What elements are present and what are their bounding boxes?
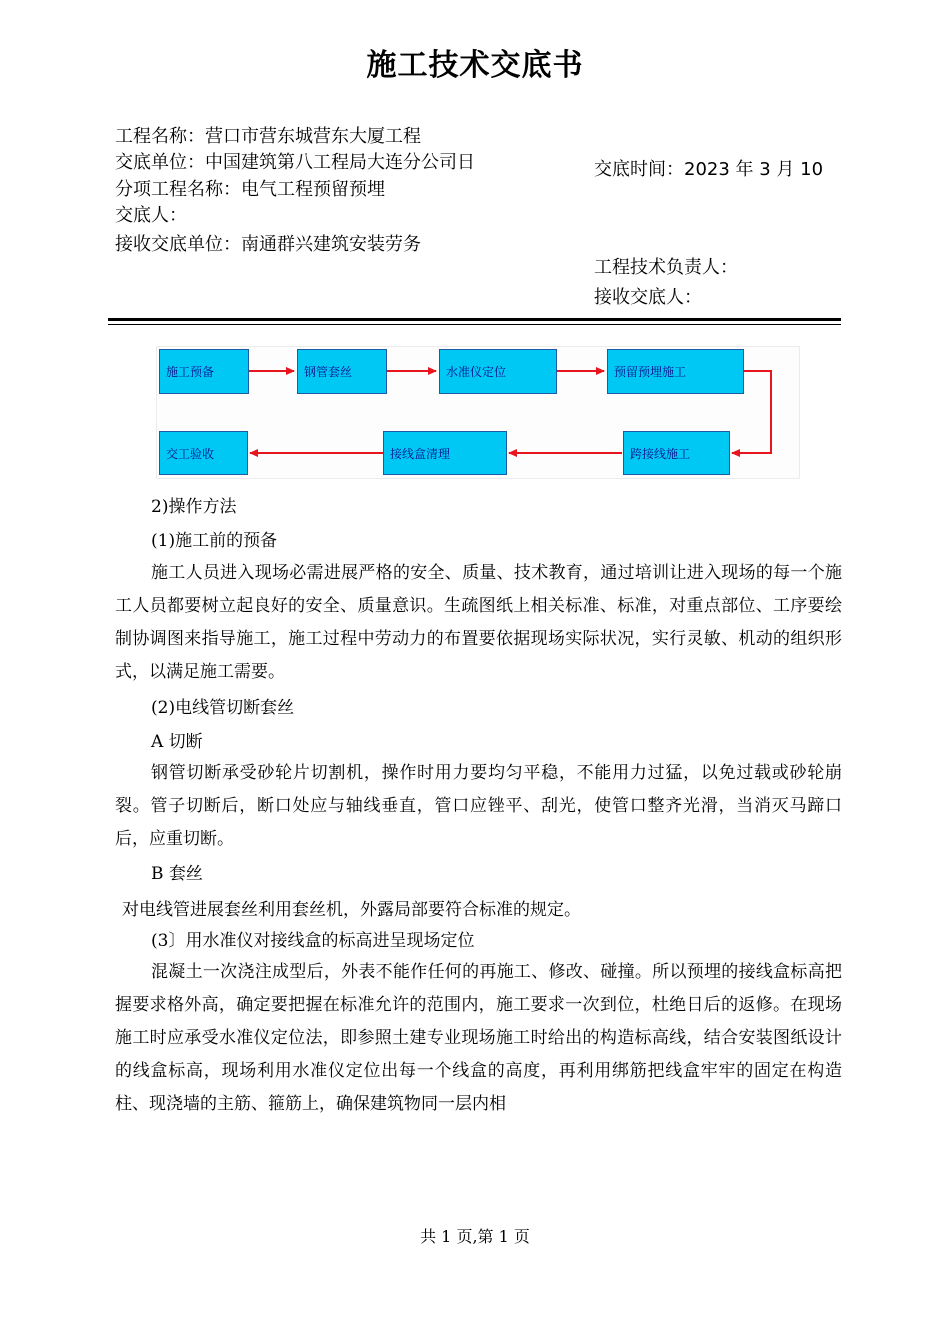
sub-project-label: 分项工程名称：: [115, 179, 241, 200]
flow-step-5: 跨接线施工: [623, 431, 730, 475]
page-footer: 共 1 页,第 1 页: [420, 1227, 530, 1246]
flow-step-6: 接线盒清理: [383, 431, 507, 475]
flow-step-1: 施工预备: [159, 349, 249, 394]
document-title: 施工技术交底书: [366, 48, 584, 83]
flow-step-2: 钢管套丝: [297, 349, 387, 394]
heading-pipe-cutting: (2)电线管切断套丝: [151, 698, 295, 718]
receiving-unit-row: [115, 232, 421, 258]
process-flowchart: [156, 346, 800, 479]
receiving-unit-label: 接收交底单位：: [115, 234, 241, 255]
heading-method: 2)操作方法: [151, 497, 237, 517]
heading-threading: B 套丝: [151, 864, 203, 884]
flow-step-4: 预留预埋施工: [607, 349, 744, 394]
disclosure-unit-label: 交底单位：: [115, 152, 205, 173]
paragraph-threading: 对电线管进展套丝利用套丝机，外露局部要符合标准的规定。: [122, 900, 581, 920]
disclosure-time-row: [594, 155, 823, 181]
disclosure-person-label: 交底人：: [115, 205, 187, 226]
paragraph-preparation: 施工人员进入现场必需进展严格的安全、质量、技术教育，通过培训让进入现场的每一个施工人员都要树立起良好的安全、质量意识。生疏图纸上相关标准、标准，对重点部位、工序要绘制协调图来指导施工，施工过程中劳动力的布置要依据现场实际状况，实行灵敏、机动的组织形式，以满足施工需要。: [115, 563, 842, 682]
heading-cutting: A 切断: [151, 732, 203, 752]
header-rule-thick: [108, 318, 841, 321]
header-rule-thin: [108, 324, 841, 325]
receiving-unit-value: 南通群兴建筑安装劳务: [241, 234, 421, 255]
project-name-row: [115, 124, 421, 150]
heading-level-positioning: (3〕用水准仪对接线盒的标高进呈现场定位: [151, 931, 475, 951]
flow-step-3: 水准仪定位: [439, 349, 557, 394]
disclosure-unit-value: 中国建筑第八工程局大连分公司日: [205, 152, 475, 173]
disclosure-time-value: 2023 年 3 月 10: [684, 159, 824, 180]
flow-step-7: 交工验收: [159, 431, 248, 475]
project-name-label: 工程名称：: [115, 126, 205, 147]
heading-preparation: (1)施工前的预备: [151, 531, 278, 551]
project-name-value: 营口市营东城营东大厦工程: [205, 126, 421, 147]
receiver-label: 接收交底人：: [594, 287, 702, 308]
paragraph-level-positioning: 混凝土一次浇注成型后，外表不能作任何的再施工、修改、碰撞。所以预埋的接线盒标高把握要求格外高，确定要把握在标准允许的范围内，施工要求一次到位，杜绝日后的返修。在现场施工时应承受水准仪定位法，即参照土建专业现场施工时给出的构造标高线，结合安装图纸设计的线盒标高，现场利用水准仪定位出每一个线盒的高度，再利用绑筋把线盒牢牢的固定在构造柱、现浇墙的主筋、箍筋上，确保建筑物同一层内相: [115, 962, 842, 1114]
disclosure-time-label: 交底时间：: [594, 159, 684, 180]
paragraph-cutting: 钢管切断承受砂轮片切割机，操作时用力要均匀平稳，不能用力过猛，以免过载或砂轮崩裂。管子切断后，断口处应与轴线垂直，管口应锉平、刮光，使管口整齐光滑，当消灭马蹄口后，应重切断。: [115, 763, 842, 849]
disclosure-unit-row: [115, 150, 475, 176]
disclosure-person-row: [115, 203, 187, 229]
tech-lead-label: 工程技术负责人：: [594, 257, 738, 278]
sub-project-value: 电气工程预留预埋: [241, 179, 385, 200]
sub-project-row: [115, 177, 385, 203]
